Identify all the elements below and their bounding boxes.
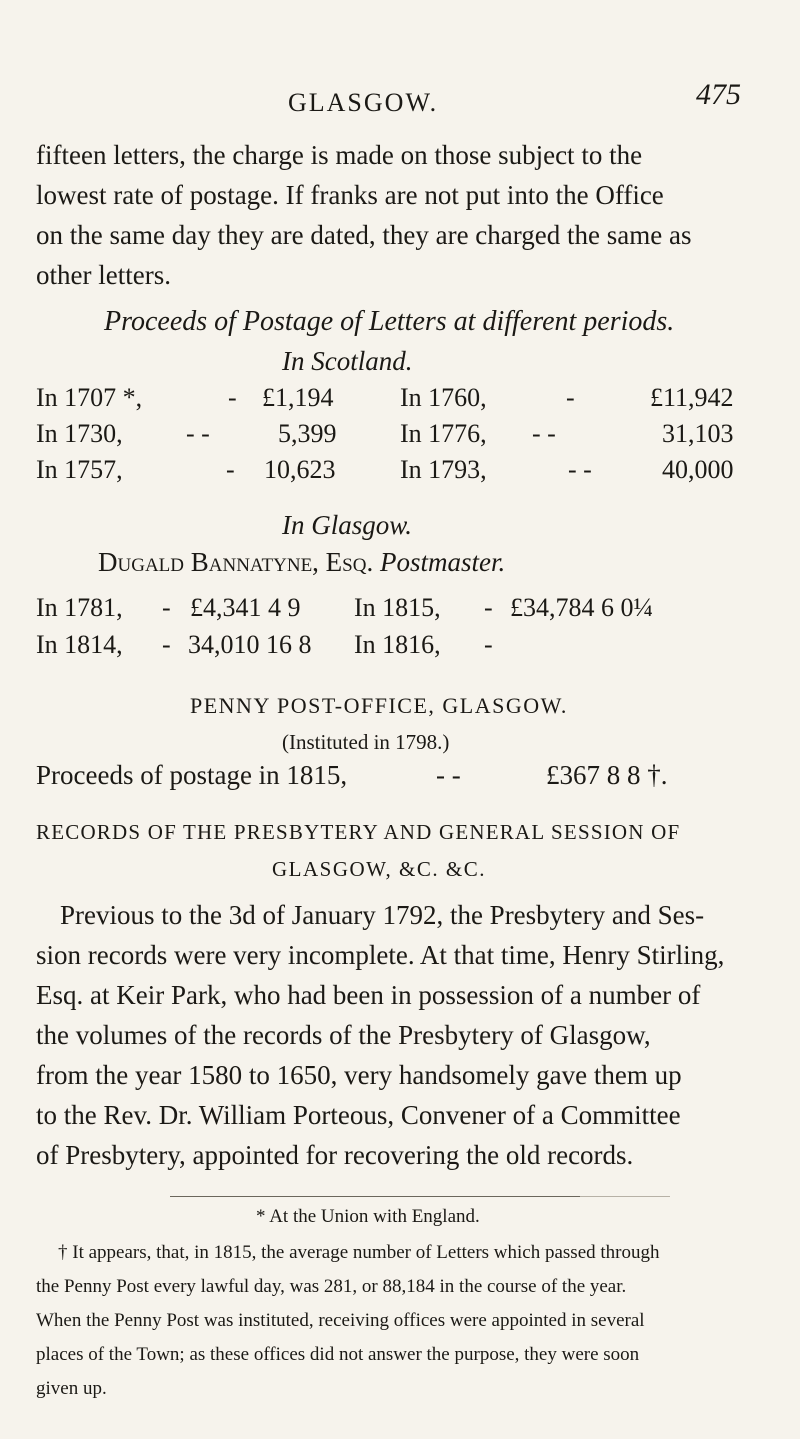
dash-cell: - xyxy=(226,455,235,484)
footnote-dagger-line: the Penny Post every lawful day, was 281, or 88,184 in the course of the year. xyxy=(36,1276,627,1297)
amount-cell: £11,942 xyxy=(650,383,734,412)
footnote-dagger-line: When the Penny Post was instituted, receiving offices were appointed in several xyxy=(36,1310,645,1331)
dash-cell: - xyxy=(228,383,237,412)
year-cell: In 1707 *, xyxy=(36,383,143,412)
dash-cell: - xyxy=(484,630,493,659)
records-line: of Presbytery, appointed for recovering the old records. xyxy=(36,1140,634,1170)
dash-cell: - - xyxy=(186,419,210,448)
footnote-rule-extension xyxy=(580,1196,670,1197)
year-cell: In 1760, xyxy=(400,383,487,412)
amount-cell: 5,399 xyxy=(278,419,337,448)
scotland-row xyxy=(36,419,756,455)
proceeds-value: £367 8 8 †. xyxy=(546,760,668,790)
amount-cell: £34,784 6 0¼ xyxy=(510,593,653,622)
records-line: from the year 1580 to 1650, very handsomely gave them up xyxy=(36,1060,682,1090)
dash-cell: - - xyxy=(568,455,592,484)
running-head: GLASGOW. xyxy=(288,88,439,117)
dash-cell: - xyxy=(566,383,575,412)
footnote-dagger-line: given up. xyxy=(36,1378,107,1399)
dash-cell: - xyxy=(162,630,171,659)
year-cell: In 1776, xyxy=(400,419,487,448)
footnote-star: * At the Union with England. xyxy=(256,1206,480,1227)
year-cell: In 1815, xyxy=(354,593,441,622)
page-number: 475 xyxy=(696,78,741,111)
amount-cell: £4,341 4 9 xyxy=(190,593,301,622)
dash-cell: - - xyxy=(532,419,556,448)
penny-post-instituted: (Instituted in 1798.) xyxy=(282,730,450,754)
scotland-row xyxy=(36,455,756,491)
amount-cell: £1,194 xyxy=(262,383,334,412)
year-cell: In 1730, xyxy=(36,419,123,448)
records-line: sion records were very incomplete. At that time, Henry Stirling, xyxy=(36,940,725,970)
penny-post-heading: PENNY POST-OFFICE, GLASGOW. xyxy=(190,693,568,718)
dash-cell: - - xyxy=(436,760,461,790)
footnote-rule xyxy=(170,1196,580,1197)
postmaster-title: Postmaster. xyxy=(379,547,506,577)
records-line: Esq. at Keir Park, who had been in possession of a number of xyxy=(36,980,701,1010)
records-line: to the Rev. Dr. William Porteous, Convener of a Committee xyxy=(36,1100,681,1130)
glasgow-row xyxy=(36,630,756,666)
amount-cell: 10,623 xyxy=(264,455,336,484)
intro-line: fifteen letters, the charge is made on those subject to the xyxy=(36,140,643,170)
amount-cell: 40,000 xyxy=(662,455,734,484)
year-cell: In 1757, xyxy=(36,455,123,484)
postmaster-name: Dugald Bannatyne, Esq. xyxy=(98,547,374,577)
dash-cell: - xyxy=(484,593,493,622)
records-line: Previous to the 3d of January 1792, the Presbytery and Ses- xyxy=(60,900,705,930)
footnote-dagger-line: places of the Town; as these offices did not answer the purpose, they were soon xyxy=(36,1344,640,1365)
year-cell: In 1793, xyxy=(400,455,487,484)
proceeds-label: Proceeds of postage in 1815, xyxy=(36,760,348,790)
glasgow-row xyxy=(36,593,756,629)
scotland-caption: In Scotland. xyxy=(282,346,413,376)
footnote-dagger-line: † It appears, that, in 1815, the average number of Letters which passed through xyxy=(58,1242,660,1263)
year-cell: In 1816, xyxy=(354,630,441,659)
proceeds-caption: Proceeds of Postage of Letters at different periods. xyxy=(104,306,675,337)
postmaster-line xyxy=(98,547,505,578)
intro-line: on the same day they are dated, they are charged the same as xyxy=(36,220,692,250)
intro-line: other letters. xyxy=(36,260,171,290)
amount-cell: 31,103 xyxy=(662,419,734,448)
records-heading: GLASGOW, &C. &C. xyxy=(272,857,486,881)
intro-line: lowest rate of postage. If franks are not put into the Office xyxy=(36,180,664,210)
glasgow-caption: In Glasgow. xyxy=(282,510,413,540)
scotland-row xyxy=(36,383,756,419)
records-heading: RECORDS OF THE PRESBYTERY AND GENERAL SESSION OF xyxy=(36,820,681,844)
dash-cell: - xyxy=(162,593,171,622)
year-cell: In 1781, xyxy=(36,593,123,622)
amount-cell: 34,010 16 8 xyxy=(188,630,312,659)
year-cell: In 1814, xyxy=(36,630,123,659)
records-line: the volumes of the records of the Presbytery of Glasgow, xyxy=(36,1020,651,1050)
penny-post-proceeds xyxy=(36,760,756,796)
